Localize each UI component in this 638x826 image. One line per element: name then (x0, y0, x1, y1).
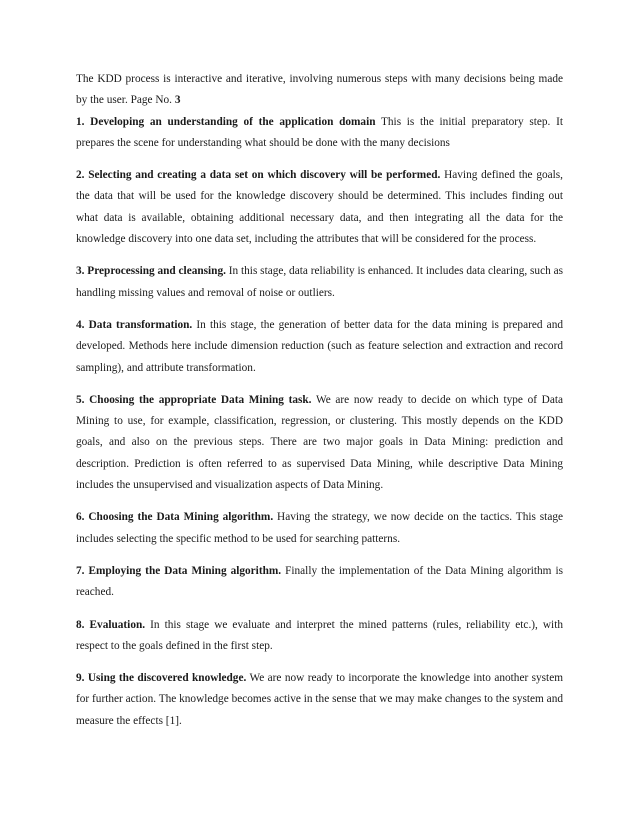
step-3-body: In this stage, data reliability is enhanced. It includes data clearing, such as handling missing values and removal of noise or outliers. (76, 265, 563, 299)
step-6-paragraph (76, 507, 563, 550)
page-number: 3 (174, 94, 181, 107)
document-body (76, 69, 563, 732)
step-4-body: In this stage, the generation of better data for the data mining is prepared and developed. Methods here include dimension reduction (such as feature selection and extraction and record sampling), and attribute transformation. (76, 318, 563, 374)
step-3-paragraph (76, 261, 563, 304)
step-7-paragraph (76, 561, 563, 604)
step-1-body: This is the initial preparatory step. It prepares the scene for understanding what should be done with the many decisions (76, 115, 563, 149)
intro-text: The KDD process is interactive and iterative, involving numerous steps with many decisions being made by the user. Page No. (76, 73, 563, 107)
step-8-body: In this stage we evaluate and interpret the mined patterns (rules, reliability etc.), with respect to the goals defined in the first step. (76, 618, 563, 652)
step-4-title: 4. Data transformation. (76, 318, 193, 331)
step-9-body: We are now ready to incorporate the knowledge into another system for further action. The knowledge becomes active in the sense that we may make changes to the system and measure the effects [1]. (76, 672, 563, 727)
step-5-paragraph (76, 390, 563, 496)
step-5-body: We are now ready to decide on which type of Data Mining to use, for example, classification, regression, or clustering. This mostly depends on the KDD goals, and also on the previous steps. There are two major goals in Data Mining: prediction and description. Prediction is often referred to as supervised Data Mining, while descriptive Data Mining includes the unsupervised and visualization aspects of Data Mining. (76, 393, 563, 492)
step-6-title: 6. Choosing the Data Mining algorithm. (76, 511, 274, 524)
step-7-body: Finally the implementation of the Data Mining algorithm is reached. (76, 564, 563, 599)
step-3-title: 3. Preprocessing and cleansing. (76, 265, 226, 278)
step-2-body: Having defined the goals, the data that will be used for the knowledge discovery should be determined. This includes finding out what data is available, obtaining additional necessary data, and then integrating all the data for the knowledge discovery into one data set, including the attributes that will be considered for the process. (76, 169, 563, 246)
step-8-title: 8. Evaluation. (76, 618, 146, 631)
step-6-body: Having the strategy, we now decide on the tactics. This stage includes selecting the specific method to be used for searching patterns. (76, 511, 563, 545)
step-9-paragraph (76, 668, 563, 732)
step-7-title: 7. Employing the Data Mining algorithm. (76, 564, 282, 577)
step-2-paragraph (76, 165, 563, 250)
step-1-paragraph (76, 112, 563, 155)
step-8-paragraph (76, 615, 563, 658)
intro-paragraph (76, 69, 563, 112)
step-1-title: 1. Developing an understanding of the application domain (76, 115, 376, 128)
step-9-title: 9. Using the discovered knowledge. (76, 672, 247, 685)
step-5-title: 5. Choosing the appropriate Data Mining task. (76, 393, 312, 406)
step-4-paragraph (76, 315, 563, 379)
step-2-title: 2. Selecting and creating a data set on which discovery will be performed. (76, 169, 441, 182)
